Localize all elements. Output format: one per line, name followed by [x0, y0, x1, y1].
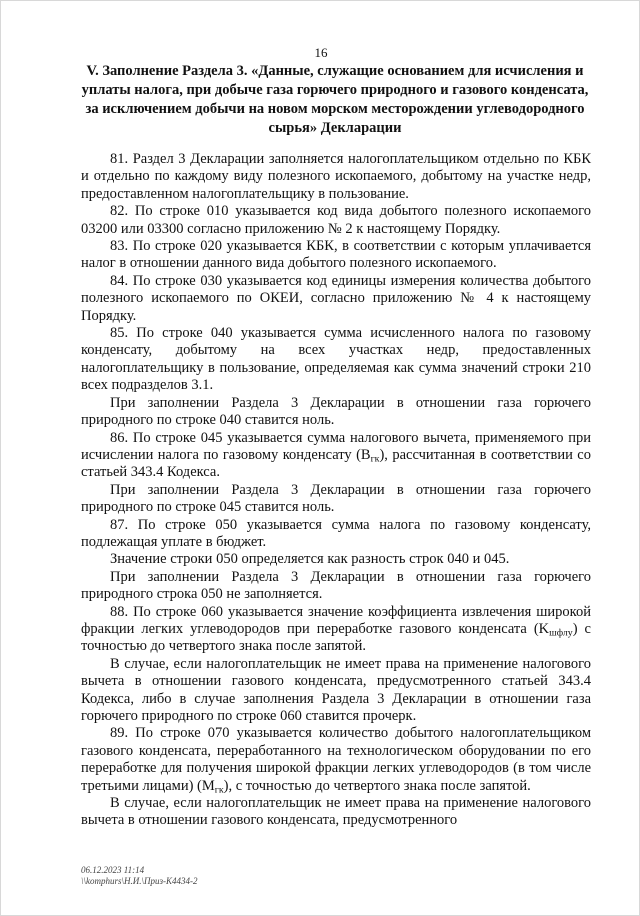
paragraph: В случае, если налогоплательщик не имеет права на применение налогового вычета в отношении газового конденсата, предусмотренного — [81, 795, 591, 829]
paragraph: 85. По строке 040 указывается сумма исчисленного налога по газовому конденсату, добытому на всех участках недр, предоставленных налогоплательщику в пользование, определяемая как сумма значений строки 210 всех подразделов 3.1. — [81, 325, 591, 394]
paragraph — [81, 430, 591, 482]
paragraph-text: ) с точностью до четвертого знака после запятой. — [81, 620, 591, 655]
paragraph: 87. По строке 050 указывается сумма налога по газовому конденсату, подлежащая уплате в бюджет. — [81, 516, 591, 550]
paragraph-text: 89. По строке 070 указывается количество добытого налогоплательщиком газового конденсата, переработанного на технологическом оборудовании по его переработке для получения широкой фракции легких углеводородов (в том числе третьими лицами) (M — [81, 725, 591, 794]
paragraph — [81, 725, 591, 795]
document-body — [81, 151, 591, 830]
footer-timestamp: 06.12.2023 11:14 — [81, 865, 145, 875]
paragraph: 84. По строке 030 указывается код единицы измерения количества добытого полезного ископаемого по ОКЕИ, согласно приложению № 4 к настоящему Порядку. — [81, 272, 591, 324]
paragraph: В случае, если налогоплательщик не имеет права на применение налогового вычета в отношении газового конденсата, предусмотренного статьей 343.4 Кодекса, либо в случае заполнения Раздела 3 Декларации в отношении газа горючего природного по строке 060 ставится прочерк. — [81, 655, 591, 724]
subscript: шфлу — [549, 627, 573, 639]
subscript: гк — [214, 784, 224, 796]
paragraph: 81. Раздел 3 Декларации заполняется налогоплательщиком отдельно по КБК и отдельно по каждому виду полезного ископаемого, добытому на участке недр, предоставленном налогоплательщику в пользование. — [81, 151, 591, 202]
section-title: V. Заполнение Раздела 3. «Данные, служащие основанием для исчисления и уплаты налога, при добыче газа горючего природного и газового конденсата, за исключением добычи на новом морском месторождении углеводородного сырья» Декларации — [81, 63, 589, 136]
subscript: гк — [370, 453, 380, 465]
paragraph-text: ), рассчитанная в соответствии со статьей 343.4 Кодекса. — [81, 446, 591, 481]
page-number: 16 — [314, 45, 328, 60]
paragraph: 83. По строке 020 указывается КБК, в соответствии с которым уплачивается налог в отношении данного вида добытого полезного ископаемого. — [81, 238, 591, 272]
paragraph-text: ), с точностью до четвертого знака после запятой. — [223, 777, 531, 794]
paragraph — [81, 604, 591, 656]
document-footer — [81, 865, 197, 887]
paragraph: При заполнении Раздела 3 Декларации в отношении газа горючего природного по строке 045 ставится ноль. — [81, 481, 591, 516]
paragraph: При заполнении Раздела 3 Декларации в отношении газа горючего природного строка 050 не заполняется. — [81, 568, 591, 603]
footer-file-path: \\komphurs\Н.И.\Приз-К4434-2 — [81, 876, 198, 886]
paragraph: 82. По строке 010 указывается код вида добытого полезного ископаемого 03200 или 03300 согласно приложению № 2 к настоящему Порядку. — [81, 203, 591, 237]
paragraph: Значение строки 050 определяется как разность строк 040 и 045. — [110, 551, 510, 568]
paragraph: При заполнении Раздела 3 Декларации в отношении газа горючего природного по строке 040 ставится ноль. — [81, 394, 591, 429]
paragraph-text: 86. По строке 045 указывается сумма налогового вычета, применяемого при исчислении налога по газовому конденсату (В — [81, 429, 591, 463]
paragraph-text: 88. По строке 060 указывается значение коэффициента извлечения широкой фракции легких углеводородов при переработке газового конденсата (K — [81, 603, 591, 637]
